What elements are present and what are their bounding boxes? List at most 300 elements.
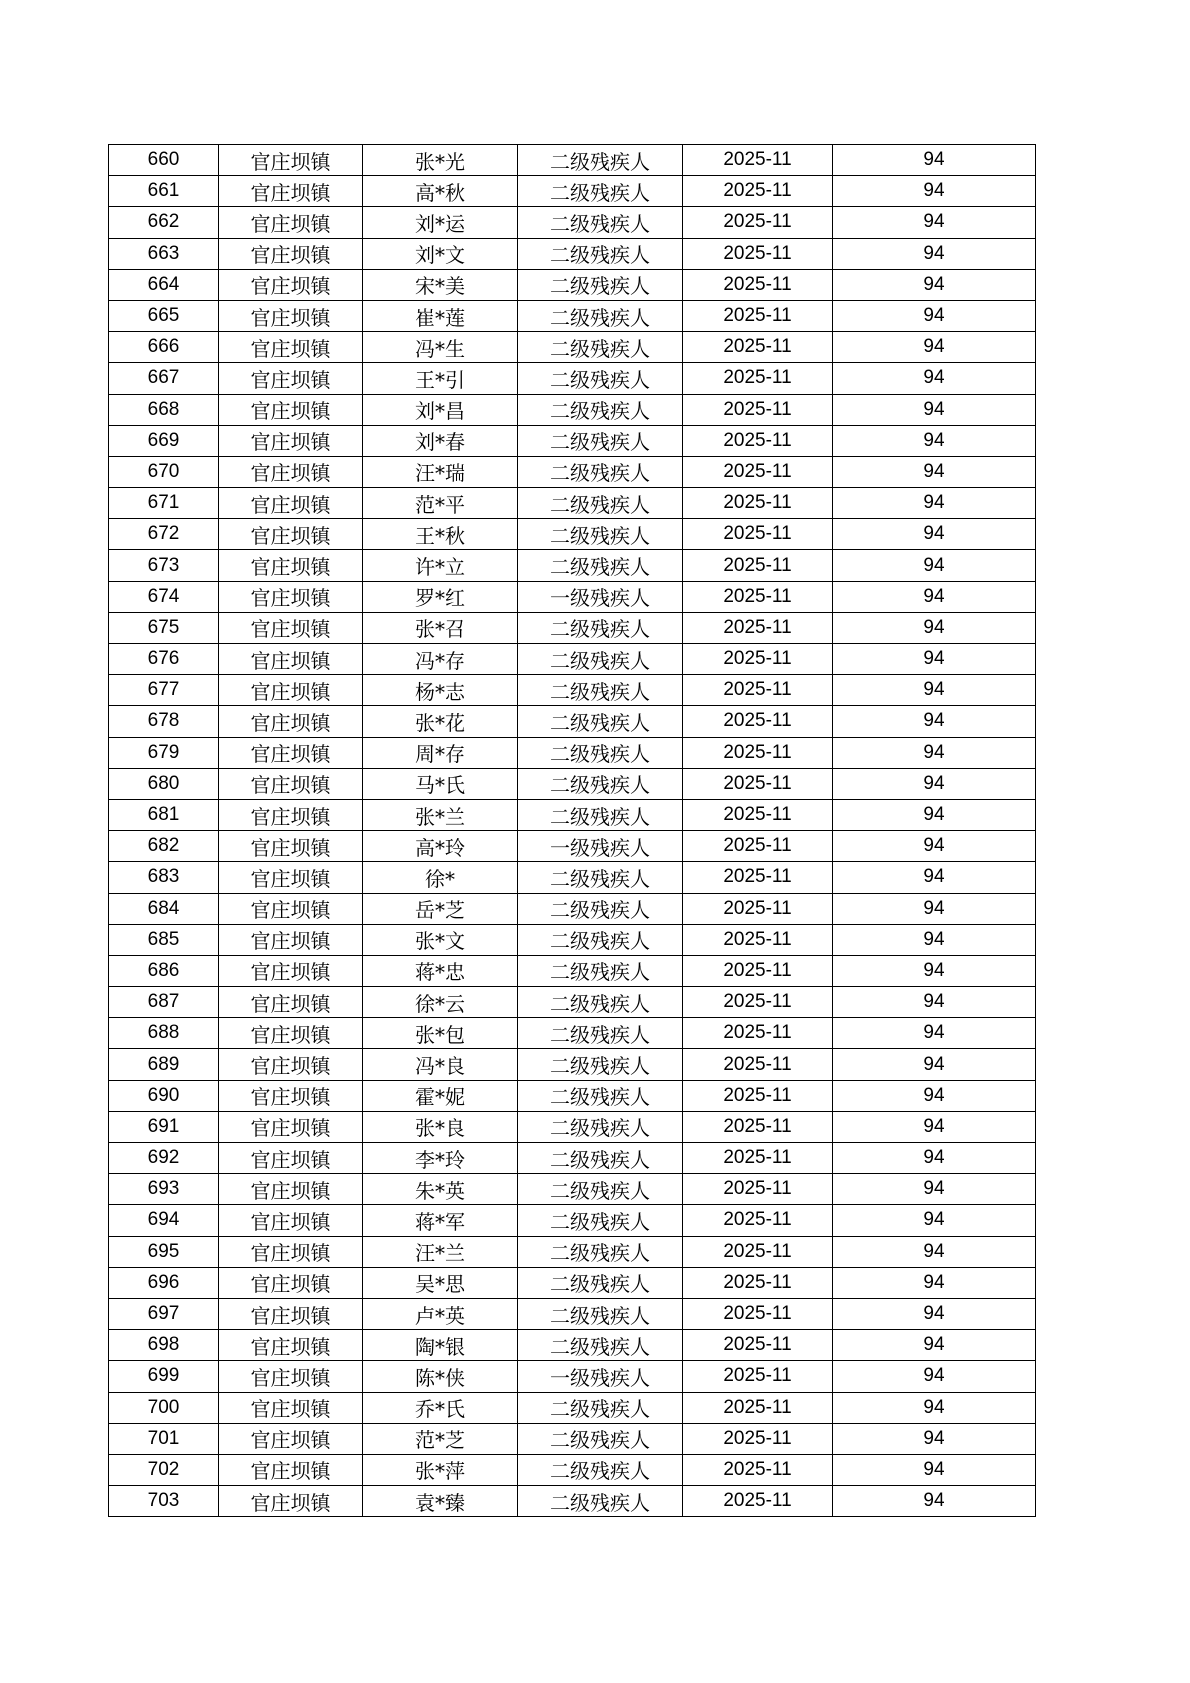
row-number-cell: 703 bbox=[109, 1486, 219, 1517]
payment-month-cell: 2025-11 bbox=[683, 768, 833, 799]
town-name-cell: 官庄坝镇 bbox=[219, 1361, 363, 1392]
disability-level-cell: 二级残疾人 bbox=[518, 1298, 683, 1329]
table-row bbox=[109, 363, 1036, 394]
row-number-cell: 672 bbox=[109, 519, 219, 550]
payment-month-cell: 2025-11 bbox=[683, 550, 833, 581]
disability-level-cell: 二级残疾人 bbox=[518, 1330, 683, 1361]
payment-month-cell: 2025-11 bbox=[683, 207, 833, 238]
disability-level-cell: 二级残疾人 bbox=[518, 176, 683, 207]
disability-level-cell: 二级残疾人 bbox=[518, 1392, 683, 1423]
person-name-cell: 高*玲 bbox=[363, 831, 518, 862]
amount-cell: 94 bbox=[833, 706, 1036, 737]
payment-month-cell: 2025-11 bbox=[683, 924, 833, 955]
payment-month-cell: 2025-11 bbox=[683, 425, 833, 456]
table-row bbox=[109, 1361, 1036, 1392]
person-name-cell: 刘*昌 bbox=[363, 394, 518, 425]
amount-cell: 94 bbox=[833, 394, 1036, 425]
amount-cell: 94 bbox=[833, 1330, 1036, 1361]
payment-month-cell: 2025-11 bbox=[683, 1236, 833, 1267]
table-row bbox=[109, 1423, 1036, 1454]
amount-cell: 94 bbox=[833, 1423, 1036, 1454]
table-row bbox=[109, 519, 1036, 550]
person-name-cell: 许*立 bbox=[363, 550, 518, 581]
table-row bbox=[109, 394, 1036, 425]
disability-level-cell: 二级残疾人 bbox=[518, 145, 683, 176]
disability-level-cell: 二级残疾人 bbox=[518, 300, 683, 331]
town-name-cell: 官庄坝镇 bbox=[219, 737, 363, 768]
disability-level-cell: 二级残疾人 bbox=[518, 363, 683, 394]
row-number-cell: 701 bbox=[109, 1423, 219, 1454]
amount-cell: 94 bbox=[833, 1018, 1036, 1049]
payment-month-cell: 2025-11 bbox=[683, 675, 833, 706]
disability-level-cell: 二级残疾人 bbox=[518, 1423, 683, 1454]
payment-month-cell: 2025-11 bbox=[683, 1174, 833, 1205]
amount-cell: 94 bbox=[833, 768, 1036, 799]
payment-month-cell: 2025-11 bbox=[683, 456, 833, 487]
payment-month-cell: 2025-11 bbox=[683, 893, 833, 924]
row-number-cell: 699 bbox=[109, 1361, 219, 1392]
payment-month-cell: 2025-11 bbox=[683, 1330, 833, 1361]
amount-cell: 94 bbox=[833, 1174, 1036, 1205]
person-name-cell: 宋*美 bbox=[363, 269, 518, 300]
table-row bbox=[109, 644, 1036, 675]
town-name-cell: 官庄坝镇 bbox=[219, 1049, 363, 1080]
town-name-cell: 官庄坝镇 bbox=[219, 488, 363, 519]
person-name-cell: 汪*瑞 bbox=[363, 456, 518, 487]
amount-cell: 94 bbox=[833, 1361, 1036, 1392]
payment-month-cell: 2025-11 bbox=[683, 363, 833, 394]
row-number-cell: 667 bbox=[109, 363, 219, 394]
person-name-cell: 王*秋 bbox=[363, 519, 518, 550]
table-row bbox=[109, 176, 1036, 207]
payment-month-cell: 2025-11 bbox=[683, 176, 833, 207]
disability-level-cell: 二级残疾人 bbox=[518, 488, 683, 519]
amount-cell: 94 bbox=[833, 488, 1036, 519]
row-number-cell: 684 bbox=[109, 893, 219, 924]
person-name-cell: 张*花 bbox=[363, 706, 518, 737]
disability-level-cell: 一级残疾人 bbox=[518, 831, 683, 862]
table-row bbox=[109, 1486, 1036, 1517]
person-name-cell: 蒋*军 bbox=[363, 1205, 518, 1236]
person-name-cell: 蒋*忠 bbox=[363, 955, 518, 986]
table-row bbox=[109, 955, 1036, 986]
amount-cell: 94 bbox=[833, 269, 1036, 300]
person-name-cell: 刘*运 bbox=[363, 207, 518, 238]
table-row bbox=[109, 1454, 1036, 1485]
row-number-cell: 686 bbox=[109, 955, 219, 986]
person-name-cell: 刘*文 bbox=[363, 238, 518, 269]
town-name-cell: 官庄坝镇 bbox=[219, 987, 363, 1018]
table-row bbox=[109, 1298, 1036, 1329]
disability-level-cell: 二级残疾人 bbox=[518, 1080, 683, 1111]
person-name-cell: 李*玲 bbox=[363, 1143, 518, 1174]
table-row bbox=[109, 1018, 1036, 1049]
person-name-cell: 霍*妮 bbox=[363, 1080, 518, 1111]
town-name-cell: 官庄坝镇 bbox=[219, 612, 363, 643]
amount-cell: 94 bbox=[833, 1049, 1036, 1080]
row-number-cell: 695 bbox=[109, 1236, 219, 1267]
table-row bbox=[109, 300, 1036, 331]
disability-level-cell: 二级残疾人 bbox=[518, 1174, 683, 1205]
payment-month-cell: 2025-11 bbox=[683, 1267, 833, 1298]
table-row bbox=[109, 1111, 1036, 1142]
table-row bbox=[109, 1330, 1036, 1361]
payment-month-cell: 2025-11 bbox=[683, 612, 833, 643]
town-name-cell: 官庄坝镇 bbox=[219, 238, 363, 269]
disability-level-cell: 二级残疾人 bbox=[518, 768, 683, 799]
amount-cell: 94 bbox=[833, 332, 1036, 363]
town-name-cell: 官庄坝镇 bbox=[219, 1111, 363, 1142]
table-row bbox=[109, 1174, 1036, 1205]
row-number-cell: 673 bbox=[109, 550, 219, 581]
person-name-cell: 周*存 bbox=[363, 737, 518, 768]
amount-cell: 94 bbox=[833, 1236, 1036, 1267]
person-name-cell: 徐* bbox=[363, 862, 518, 893]
row-number-cell: 702 bbox=[109, 1454, 219, 1485]
town-name-cell: 官庄坝镇 bbox=[219, 1018, 363, 1049]
disability-level-cell: 二级残疾人 bbox=[518, 394, 683, 425]
person-name-cell: 乔*氏 bbox=[363, 1392, 518, 1423]
town-name-cell: 官庄坝镇 bbox=[219, 706, 363, 737]
table-row bbox=[109, 488, 1036, 519]
disability-level-cell: 一级残疾人 bbox=[518, 581, 683, 612]
row-number-cell: 687 bbox=[109, 987, 219, 1018]
town-name-cell: 官庄坝镇 bbox=[219, 581, 363, 612]
person-name-cell: 陈*侠 bbox=[363, 1361, 518, 1392]
payment-month-cell: 2025-11 bbox=[683, 300, 833, 331]
disability-level-cell: 二级残疾人 bbox=[518, 955, 683, 986]
town-name-cell: 官庄坝镇 bbox=[219, 644, 363, 675]
person-name-cell: 汪*兰 bbox=[363, 1236, 518, 1267]
person-name-cell: 高*秋 bbox=[363, 176, 518, 207]
person-name-cell: 马*氏 bbox=[363, 768, 518, 799]
row-number-cell: 700 bbox=[109, 1392, 219, 1423]
amount-cell: 94 bbox=[833, 1111, 1036, 1142]
amount-cell: 94 bbox=[833, 550, 1036, 581]
town-name-cell: 官庄坝镇 bbox=[219, 550, 363, 581]
person-name-cell: 王*引 bbox=[363, 363, 518, 394]
disability-level-cell: 二级残疾人 bbox=[518, 550, 683, 581]
row-number-cell: 671 bbox=[109, 488, 219, 519]
amount-cell: 94 bbox=[833, 176, 1036, 207]
payment-month-cell: 2025-11 bbox=[683, 987, 833, 1018]
amount-cell: 94 bbox=[833, 1486, 1036, 1517]
table-row bbox=[109, 612, 1036, 643]
disability-level-cell: 二级残疾人 bbox=[518, 1111, 683, 1142]
person-name-cell: 吴*思 bbox=[363, 1267, 518, 1298]
person-name-cell: 徐*云 bbox=[363, 987, 518, 1018]
table-row bbox=[109, 893, 1036, 924]
row-number-cell: 665 bbox=[109, 300, 219, 331]
row-number-cell: 675 bbox=[109, 612, 219, 643]
row-number-cell: 681 bbox=[109, 799, 219, 830]
town-name-cell: 官庄坝镇 bbox=[219, 332, 363, 363]
disability-level-cell: 二级残疾人 bbox=[518, 675, 683, 706]
disability-level-cell: 二级残疾人 bbox=[518, 612, 683, 643]
payment-month-cell: 2025-11 bbox=[683, 1454, 833, 1485]
town-name-cell: 官庄坝镇 bbox=[219, 269, 363, 300]
amount-cell: 94 bbox=[833, 300, 1036, 331]
table-row bbox=[109, 831, 1036, 862]
amount-cell: 94 bbox=[833, 799, 1036, 830]
disability-level-cell: 二级残疾人 bbox=[518, 1018, 683, 1049]
payment-month-cell: 2025-11 bbox=[683, 1423, 833, 1454]
disability-level-cell: 二级残疾人 bbox=[518, 425, 683, 456]
table-row bbox=[109, 706, 1036, 737]
table-row bbox=[109, 1143, 1036, 1174]
amount-cell: 94 bbox=[833, 924, 1036, 955]
disability-level-cell: 二级残疾人 bbox=[518, 737, 683, 768]
person-name-cell: 张*文 bbox=[363, 924, 518, 955]
amount-cell: 94 bbox=[833, 644, 1036, 675]
amount-cell: 94 bbox=[833, 1298, 1036, 1329]
town-name-cell: 官庄坝镇 bbox=[219, 394, 363, 425]
table-row bbox=[109, 924, 1036, 955]
row-number-cell: 670 bbox=[109, 456, 219, 487]
person-name-cell: 张*萍 bbox=[363, 1454, 518, 1485]
payment-month-cell: 2025-11 bbox=[683, 1361, 833, 1392]
town-name-cell: 官庄坝镇 bbox=[219, 862, 363, 893]
disability-level-cell: 二级残疾人 bbox=[518, 238, 683, 269]
town-name-cell: 官庄坝镇 bbox=[219, 1454, 363, 1485]
row-number-cell: 691 bbox=[109, 1111, 219, 1142]
table-row bbox=[109, 799, 1036, 830]
disability-level-cell: 二级残疾人 bbox=[518, 799, 683, 830]
amount-cell: 94 bbox=[833, 737, 1036, 768]
payment-month-cell: 2025-11 bbox=[683, 1049, 833, 1080]
town-name-cell: 官庄坝镇 bbox=[219, 675, 363, 706]
disability-level-cell: 二级残疾人 bbox=[518, 1486, 683, 1517]
payment-month-cell: 2025-11 bbox=[683, 581, 833, 612]
disability-level-cell: 二级残疾人 bbox=[518, 706, 683, 737]
person-name-cell: 冯*生 bbox=[363, 332, 518, 363]
table-row bbox=[109, 862, 1036, 893]
town-name-cell: 官庄坝镇 bbox=[219, 456, 363, 487]
table-row bbox=[109, 332, 1036, 363]
amount-cell: 94 bbox=[833, 1454, 1036, 1485]
payment-month-cell: 2025-11 bbox=[683, 145, 833, 176]
table-row bbox=[109, 269, 1036, 300]
payment-month-cell: 2025-11 bbox=[683, 238, 833, 269]
amount-cell: 94 bbox=[833, 519, 1036, 550]
person-name-cell: 罗*红 bbox=[363, 581, 518, 612]
table-row bbox=[109, 550, 1036, 581]
person-name-cell: 冯*良 bbox=[363, 1049, 518, 1080]
row-number-cell: 679 bbox=[109, 737, 219, 768]
person-name-cell: 张*召 bbox=[363, 612, 518, 643]
person-name-cell: 卢*英 bbox=[363, 1298, 518, 1329]
table-row bbox=[109, 987, 1036, 1018]
amount-cell: 94 bbox=[833, 145, 1036, 176]
town-name-cell: 官庄坝镇 bbox=[219, 425, 363, 456]
payment-month-cell: 2025-11 bbox=[683, 1486, 833, 1517]
disability-level-cell: 二级残疾人 bbox=[518, 893, 683, 924]
table-row bbox=[109, 768, 1036, 799]
town-name-cell: 官庄坝镇 bbox=[219, 1080, 363, 1111]
row-number-cell: 669 bbox=[109, 425, 219, 456]
person-name-cell: 岳*芝 bbox=[363, 893, 518, 924]
payment-month-cell: 2025-11 bbox=[683, 831, 833, 862]
table-row bbox=[109, 737, 1036, 768]
table-row bbox=[109, 425, 1036, 456]
payment-month-cell: 2025-11 bbox=[683, 862, 833, 893]
town-name-cell: 官庄坝镇 bbox=[219, 1298, 363, 1329]
payment-month-cell: 2025-11 bbox=[683, 1018, 833, 1049]
disability-level-cell: 二级残疾人 bbox=[518, 1267, 683, 1298]
town-name-cell: 官庄坝镇 bbox=[219, 1236, 363, 1267]
amount-cell: 94 bbox=[833, 987, 1036, 1018]
town-name-cell: 官庄坝镇 bbox=[219, 1174, 363, 1205]
town-name-cell: 官庄坝镇 bbox=[219, 924, 363, 955]
person-name-cell: 冯*存 bbox=[363, 644, 518, 675]
town-name-cell: 官庄坝镇 bbox=[219, 1267, 363, 1298]
table-row bbox=[109, 207, 1036, 238]
town-name-cell: 官庄坝镇 bbox=[219, 1205, 363, 1236]
payment-month-cell: 2025-11 bbox=[683, 269, 833, 300]
payment-month-cell: 2025-11 bbox=[683, 706, 833, 737]
disability-level-cell: 二级残疾人 bbox=[518, 1205, 683, 1236]
person-name-cell: 张*良 bbox=[363, 1111, 518, 1142]
disability-level-cell: 二级残疾人 bbox=[518, 1236, 683, 1267]
town-name-cell: 官庄坝镇 bbox=[219, 768, 363, 799]
row-number-cell: 698 bbox=[109, 1330, 219, 1361]
table-row bbox=[109, 675, 1036, 706]
payment-month-cell: 2025-11 bbox=[683, 799, 833, 830]
row-number-cell: 685 bbox=[109, 924, 219, 955]
disability-level-cell: 二级残疾人 bbox=[518, 332, 683, 363]
town-name-cell: 官庄坝镇 bbox=[219, 893, 363, 924]
row-number-cell: 693 bbox=[109, 1174, 219, 1205]
table-row bbox=[109, 1049, 1036, 1080]
row-number-cell: 688 bbox=[109, 1018, 219, 1049]
town-name-cell: 官庄坝镇 bbox=[219, 519, 363, 550]
disability-level-cell: 二级残疾人 bbox=[518, 862, 683, 893]
table-row bbox=[109, 456, 1036, 487]
town-name-cell: 官庄坝镇 bbox=[219, 207, 363, 238]
row-number-cell: 666 bbox=[109, 332, 219, 363]
payment-month-cell: 2025-11 bbox=[683, 394, 833, 425]
payment-month-cell: 2025-11 bbox=[683, 737, 833, 768]
table-row bbox=[109, 238, 1036, 269]
town-name-cell: 官庄坝镇 bbox=[219, 1143, 363, 1174]
row-number-cell: 682 bbox=[109, 831, 219, 862]
town-name-cell: 官庄坝镇 bbox=[219, 1330, 363, 1361]
row-number-cell: 661 bbox=[109, 176, 219, 207]
row-number-cell: 694 bbox=[109, 1205, 219, 1236]
row-number-cell: 668 bbox=[109, 394, 219, 425]
person-name-cell: 陶*银 bbox=[363, 1330, 518, 1361]
amount-cell: 94 bbox=[833, 425, 1036, 456]
payment-month-cell: 2025-11 bbox=[683, 488, 833, 519]
town-name-cell: 官庄坝镇 bbox=[219, 300, 363, 331]
row-number-cell: 674 bbox=[109, 581, 219, 612]
disability-level-cell: 二级残疾人 bbox=[518, 1454, 683, 1485]
person-name-cell: 范*平 bbox=[363, 488, 518, 519]
town-name-cell: 官庄坝镇 bbox=[219, 363, 363, 394]
amount-cell: 94 bbox=[833, 363, 1036, 394]
person-name-cell: 袁*臻 bbox=[363, 1486, 518, 1517]
table-row bbox=[109, 581, 1036, 612]
payment-month-cell: 2025-11 bbox=[683, 1080, 833, 1111]
payment-month-cell: 2025-11 bbox=[683, 1298, 833, 1329]
payment-month-cell: 2025-11 bbox=[683, 644, 833, 675]
town-name-cell: 官庄坝镇 bbox=[219, 1392, 363, 1423]
town-name-cell: 官庄坝镇 bbox=[219, 1423, 363, 1454]
row-number-cell: 660 bbox=[109, 145, 219, 176]
table-row bbox=[109, 1205, 1036, 1236]
table-row bbox=[109, 145, 1036, 176]
row-number-cell: 696 bbox=[109, 1267, 219, 1298]
disability-level-cell: 二级残疾人 bbox=[518, 1143, 683, 1174]
person-name-cell: 范*芝 bbox=[363, 1423, 518, 1454]
payment-month-cell: 2025-11 bbox=[683, 1111, 833, 1142]
row-number-cell: 663 bbox=[109, 238, 219, 269]
row-number-cell: 677 bbox=[109, 675, 219, 706]
payment-month-cell: 2025-11 bbox=[683, 519, 833, 550]
person-name-cell: 张*兰 bbox=[363, 799, 518, 830]
amount-cell: 94 bbox=[833, 1205, 1036, 1236]
amount-cell: 94 bbox=[833, 456, 1036, 487]
table-row bbox=[109, 1080, 1036, 1111]
amount-cell: 94 bbox=[833, 207, 1036, 238]
table-row bbox=[109, 1267, 1036, 1298]
row-number-cell: 680 bbox=[109, 768, 219, 799]
amount-cell: 94 bbox=[833, 675, 1036, 706]
person-name-cell: 杨*志 bbox=[363, 675, 518, 706]
row-number-cell: 683 bbox=[109, 862, 219, 893]
row-number-cell: 697 bbox=[109, 1298, 219, 1329]
table-body bbox=[109, 145, 1036, 1517]
person-name-cell: 张*包 bbox=[363, 1018, 518, 1049]
payment-month-cell: 2025-11 bbox=[683, 332, 833, 363]
disability-level-cell: 二级残疾人 bbox=[518, 924, 683, 955]
amount-cell: 94 bbox=[833, 1267, 1036, 1298]
person-name-cell: 刘*春 bbox=[363, 425, 518, 456]
payment-month-cell: 2025-11 bbox=[683, 1143, 833, 1174]
disability-level-cell: 二级残疾人 bbox=[518, 207, 683, 238]
amount-cell: 94 bbox=[833, 862, 1036, 893]
disability-level-cell: 二级残疾人 bbox=[518, 987, 683, 1018]
disability-level-cell: 二级残疾人 bbox=[518, 456, 683, 487]
row-number-cell: 689 bbox=[109, 1049, 219, 1080]
person-name-cell: 朱*英 bbox=[363, 1174, 518, 1205]
disability-level-cell: 一级残疾人 bbox=[518, 1361, 683, 1392]
row-number-cell: 690 bbox=[109, 1080, 219, 1111]
amount-cell: 94 bbox=[833, 581, 1036, 612]
table-row bbox=[109, 1392, 1036, 1423]
payment-month-cell: 2025-11 bbox=[683, 1205, 833, 1236]
disability-level-cell: 二级残疾人 bbox=[518, 519, 683, 550]
amount-cell: 94 bbox=[833, 831, 1036, 862]
amount-cell: 94 bbox=[833, 893, 1036, 924]
amount-cell: 94 bbox=[833, 1392, 1036, 1423]
town-name-cell: 官庄坝镇 bbox=[219, 176, 363, 207]
row-number-cell: 678 bbox=[109, 706, 219, 737]
person-name-cell: 张*光 bbox=[363, 145, 518, 176]
subsidy-table bbox=[108, 144, 1036, 1517]
amount-cell: 94 bbox=[833, 238, 1036, 269]
amount-cell: 94 bbox=[833, 1143, 1036, 1174]
person-name-cell: 崔*莲 bbox=[363, 300, 518, 331]
row-number-cell: 662 bbox=[109, 207, 219, 238]
table-row bbox=[109, 1236, 1036, 1267]
payment-month-cell: 2025-11 bbox=[683, 1392, 833, 1423]
town-name-cell: 官庄坝镇 bbox=[219, 955, 363, 986]
town-name-cell: 官庄坝镇 bbox=[219, 799, 363, 830]
town-name-cell: 官庄坝镇 bbox=[219, 145, 363, 176]
row-number-cell: 664 bbox=[109, 269, 219, 300]
town-name-cell: 官庄坝镇 bbox=[219, 1486, 363, 1517]
